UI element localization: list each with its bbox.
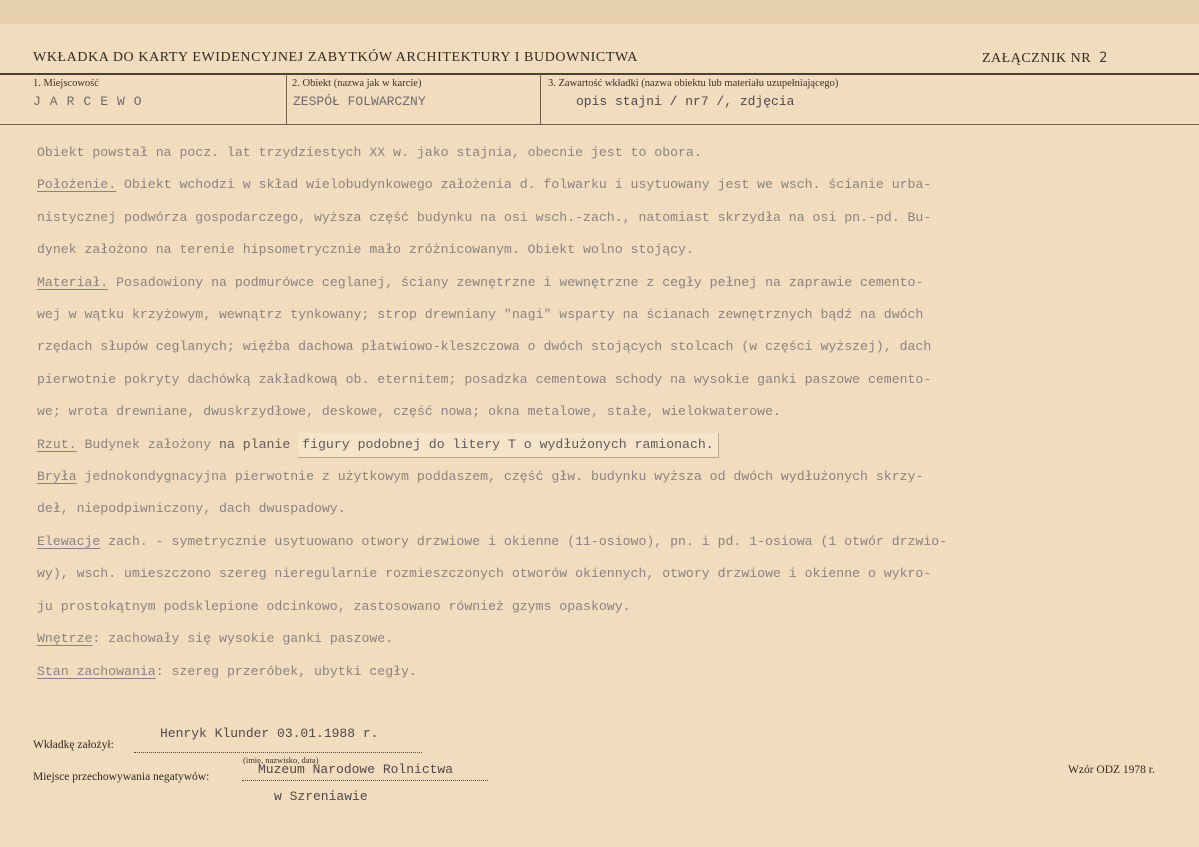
description-line: Elewacje zach. - symetrycznie usytuowano otwory drzwiowe i okienne (11-osiowo), pn. i pd. 1-osiowa (1 otwór drzwio- bbox=[37, 533, 948, 549]
locality-label: 1. Miejscowość bbox=[33, 78, 99, 89]
annex-label bbox=[982, 50, 1108, 67]
card-top-edge bbox=[0, 0, 1199, 24]
contents-label: 3. Zawartość wkładki (nazwa obiektu lub materiału uzupełniającego) bbox=[548, 78, 839, 89]
section-heading: Rzut. bbox=[37, 436, 77, 452]
description-line: nistycznej podwórza gospodarczego, wyższa część budynku na osi wsch.-zach., natomiast skrzydła na osi pn.-pd. Bu- bbox=[37, 209, 932, 225]
description-line: Bryła jednokondygnacyjna pierwotnie z użytkowym poddaszem, część głw. budynku wyższa od dwóch wydłużonych skrzy- bbox=[37, 469, 924, 485]
description-body bbox=[37, 137, 1187, 688]
description-line-rzut: Rzut. Budynek założony na planie figury podobnej do litery T o wydłużonych ramionach. bbox=[37, 429, 1187, 461]
storage-label: Miejsce przechowywania negatywów: bbox=[33, 771, 210, 783]
author-label: Wkładkę założył: bbox=[33, 739, 114, 751]
description-line: wej w wątku krzyżowym, wewnątrz tynkowany; strop drewniany "nagi" wsparty na ścianach zewnętrznych bądź na dwóch bbox=[37, 307, 924, 323]
section-heading: Stan zachowania bbox=[37, 663, 156, 679]
section-heading: Bryła bbox=[37, 469, 77, 485]
description-line: we; wrota drewniane, dwuskrzydłowe, deskowe, część nowa; okna metalowe, stałe, wielokwaterowe. bbox=[37, 404, 781, 420]
header-rule bbox=[0, 73, 1199, 75]
description-line: Położenie. Obiekt wchodzi w skład wielobudynkowego założenia d. folwarku i usytuowany jest we wsch. ścianie urba- bbox=[37, 177, 932, 193]
description-line: rzędach słupów ceglanych; więźba dachowa płatwiowo-kleszczowa o dwóch stojących stolcach (w części wyższej), dach bbox=[37, 339, 932, 355]
locality-value: JARCEWO bbox=[33, 94, 151, 109]
contents-value: opis stajni / nr7 /, zdjęcia bbox=[576, 94, 795, 109]
author-dotted-line bbox=[134, 752, 422, 753]
storage-value-2: w Szreniawie bbox=[274, 789, 368, 804]
pasted-correction-strip: figury podobnej do litery T o wydłużonych ramionach. bbox=[298, 433, 719, 458]
field-row-rule bbox=[0, 124, 1199, 125]
description-line: wy), wsch. umieszczono szereg nieregularnie rozmieszczonych otworów okiennych, otwory drzwiowe i okienne o wykro- bbox=[37, 566, 932, 582]
field-divider-1 bbox=[286, 74, 287, 124]
field-divider-2 bbox=[540, 74, 541, 124]
object-value: ZESPÓŁ FOLWARCZNY bbox=[293, 94, 426, 109]
object-label: 2. Obiekt (nazwa jak w karcie) bbox=[292, 78, 422, 89]
section-heading: Położenie. bbox=[37, 177, 117, 193]
description-line: Obiekt powstał na pocz. lat trzydziestych XX w. jako stajnia, obecnie jest to obora. bbox=[37, 145, 702, 160]
annex-number: 2 bbox=[1099, 50, 1108, 66]
section-heading: Wnętrze bbox=[37, 631, 93, 647]
description-line: deł, niepodpiwniczony, dach dwuspadowy. bbox=[37, 501, 346, 517]
section-heading: Elewacje bbox=[37, 533, 101, 549]
author-hint: (imię, nazwisko, data) bbox=[243, 755, 319, 765]
form-template-note: Wzór ODZ 1978 r. bbox=[1068, 764, 1155, 776]
form-title: WKŁADKA DO KARTY EWIDENCYJNEJ ZABYTKÓW ARCHITEKTURY I BUDOWNICTWA bbox=[33, 50, 638, 65]
storage-value-1: Muzeum Narodowe Rolnictwa bbox=[258, 762, 454, 777]
author-value: Henryk Klunder 03.01.1988 r. bbox=[160, 726, 379, 741]
description-line: Wnętrze: zachowały się wysokie ganki paszowe. bbox=[37, 631, 394, 647]
storage-dotted-line bbox=[242, 780, 488, 781]
description-line: dynek założono na terenie hipsometrycznie mało zróżnicowanym. Obiekt wolno stojący. bbox=[37, 242, 694, 258]
section-heading: Materiał. bbox=[37, 274, 109, 290]
description-line: pierwotnie pokryty dachówką zakładkową ob. eternitem; posadzka cementowa schody na wysokie ganki paszowe cemento- bbox=[37, 371, 932, 387]
description-line: Materiał. Posadowiony na podmurówce ceglanej, ściany zewnętrzne i wewnętrzne z cegły pełnej na zaprawie cemento- bbox=[37, 274, 924, 290]
description-line: Stan zachowania: szereg przeróbek, ubytki cegły. bbox=[37, 663, 417, 679]
description-line: ju prostokątnym podsklepione odcinkowo, zastosowano również gzyms opaskowy. bbox=[37, 598, 631, 614]
annex-label-text: ZAŁĄCZNIK NR bbox=[982, 51, 1092, 66]
